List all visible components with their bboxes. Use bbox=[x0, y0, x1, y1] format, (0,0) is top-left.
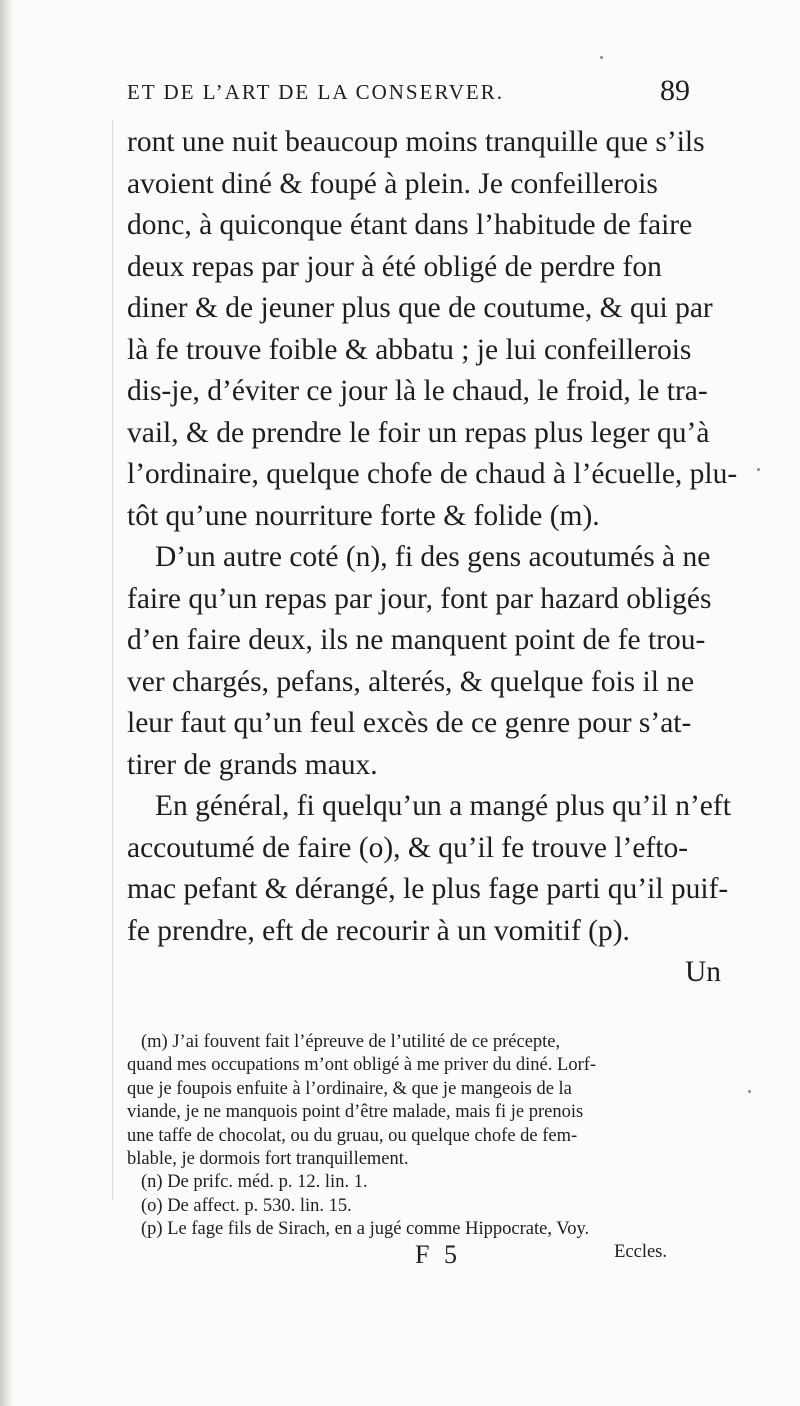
text-line: ront une nuit beaucoup moins tranquille que s’ils bbox=[127, 126, 705, 158]
footnote-line: (p) Le fage fils de Sirach, en a jugé comme Hippocrate, Voy. bbox=[141, 1219, 590, 1240]
text-line: donc, à quiconque étant dans l’habitude de faire bbox=[127, 209, 693, 241]
paragraph-start-line: En général, fi quelqu’un a mangé plus qu’il n’eft bbox=[155, 790, 731, 822]
page-ruling-line bbox=[112, 120, 113, 1200]
footnote-catchword: Eccles. bbox=[614, 1241, 667, 1262]
running-head-title: ET DE L’ART DE LA CONSERVER. bbox=[127, 80, 505, 104]
signature-mark: F 5 bbox=[415, 1239, 461, 1269]
text-line: accoutumé de faire (o), & qu’il fe trouve l’efto- bbox=[127, 831, 689, 864]
footnote-line: quand mes occupations m’ont obligé à me priver du diné. Lorf- bbox=[127, 1055, 597, 1076]
text-line: dis-je, d’éviter ce jour là le chaud, le froid, le tra- bbox=[127, 375, 708, 407]
text-line: d’en faire deux, ils ne manquent point de fe trou- bbox=[127, 624, 706, 656]
paper-speck bbox=[757, 468, 760, 471]
footnote-line: (o) De affect. p. 530. lin. 15. bbox=[141, 1195, 352, 1216]
text-line: leur faut qu’un feul excès de ce genre pour s’at- bbox=[127, 707, 692, 739]
text-line: tôt qu’une nourriture forte & folide (m). bbox=[127, 499, 600, 532]
footnote-line: une taffe de chocolat, ou du gruau, ou quelque chofe de fem- bbox=[127, 1125, 578, 1146]
text-line: vail, & de prendre le foir un repas plus leger qu’à bbox=[127, 416, 710, 449]
footnote-line: (m) J’ai fouvent fait l’épreuve de l’utilité de ce précepte, bbox=[141, 1032, 561, 1052]
catchword: Un bbox=[684, 956, 721, 988]
text-line: là fe trouve foible & abbatu ; je lui confeillerois bbox=[127, 333, 692, 366]
text-line: tirer de grands maux. bbox=[127, 748, 378, 781]
main-text bbox=[127, 122, 738, 994]
text-line: fe prendre, eft de recourir à un vomitif (p). bbox=[127, 914, 630, 947]
footnote-line: viande, je ne manquois point d’être malade, mais fi je prenois bbox=[127, 1102, 584, 1123]
footnote-line: (n) De prifc. méd. p. 12. lin. 1. bbox=[141, 1172, 368, 1193]
footnote-line: blable, je dormois fort tranquillement. bbox=[127, 1148, 409, 1169]
page-binding-shadow bbox=[0, 0, 14, 1406]
text-line: ver chargés, pefans, alterés, & quelque fois il ne bbox=[127, 665, 695, 698]
text-line: faire qu’un repas par jour, font par hazard obligés bbox=[127, 582, 712, 615]
text-line: l’ordinaire, quelque chofe de chaud à l’écuelle, plu- bbox=[127, 458, 738, 490]
paragraph-start-line: D’un autre coté (n), fi des gens acoutumés à ne bbox=[155, 541, 711, 573]
paper-speck bbox=[600, 56, 603, 59]
page-number: 89 bbox=[660, 74, 690, 107]
running-head bbox=[127, 72, 690, 112]
text-line: deux repas par jour à été obligé de perdre fon bbox=[127, 250, 662, 283]
paper-speck bbox=[748, 1090, 751, 1093]
text-line: avoient diné & foupé à plein. Je confeillerois bbox=[127, 167, 658, 200]
text-line: mac pefant & dérangé, le plus fage parti qu’il puif- bbox=[127, 873, 729, 905]
footnotes bbox=[127, 1031, 727, 1268]
signature-row bbox=[127, 1239, 727, 1269]
text-line: diner & de jeuner plus que de coutume, & qui par bbox=[127, 292, 713, 324]
footnote-line: que je foupois enfuite à l’ordinaire, & que je mangeois de la bbox=[127, 1078, 572, 1099]
